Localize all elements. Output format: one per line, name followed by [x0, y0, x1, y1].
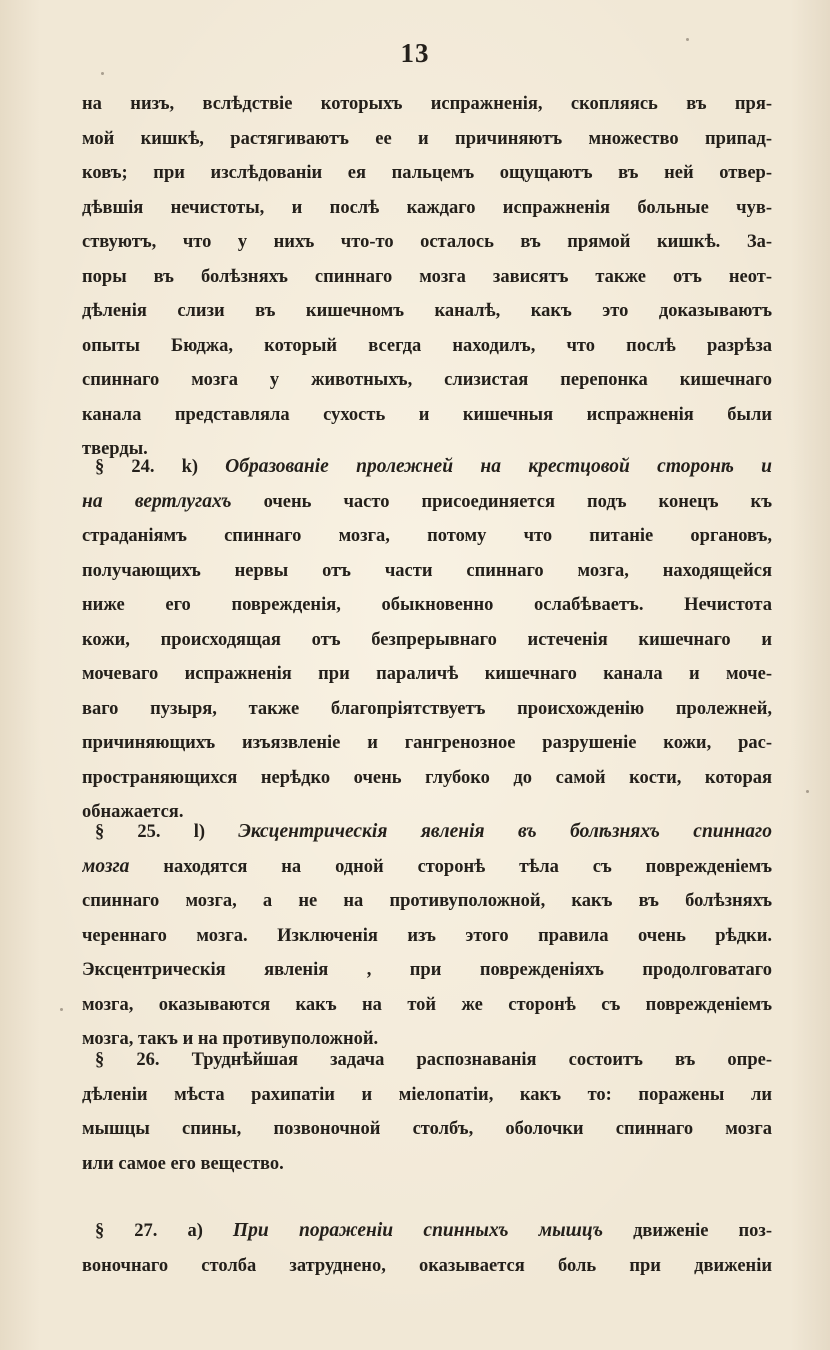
section-heading-line: [82, 1214, 772, 1249]
text-line: или самое его вещество.: [82, 1153, 284, 1174]
italic-term: Образованіе пролежней на крестцовой сторонѣ и: [225, 456, 772, 477]
text-line: ствуютъ, что у нихъ что-то осталось въ прямой кишкѣ. За-: [82, 232, 772, 252]
text-line: тверды.: [82, 439, 148, 459]
text-span: находятся на одной сторонѣ тѣла съ поврежденіемъ: [163, 856, 772, 877]
text-line: ниже его поврежденія, обыкновенно ослабѣваетъ. Нечистота: [82, 595, 772, 615]
text-line: обнажается.: [82, 802, 184, 822]
section-heading-line: § 26. Труднѣйшая задача распознаванія состоитъ въ опре-: [95, 1050, 772, 1070]
section-27: [82, 1214, 772, 1283]
paper-speck: [101, 72, 104, 75]
italic-term: на вертлугахъ: [82, 490, 232, 512]
text-line: воночнаго столба затруднено, оказывается боль при движеніи: [82, 1255, 772, 1276]
section-number: § 27. a): [95, 1221, 203, 1241]
text-line: мозга, такъ и на противуположной.: [82, 1029, 379, 1049]
text-line: ковъ; при изслѣдованіи ея пальцемъ ощущаютъ въ ней отвер-: [82, 163, 772, 183]
text-span: движеніе поз-: [633, 1221, 772, 1241]
text-line: [82, 485, 772, 520]
text-line: мышцы спины, позвоночной столбъ, оболочки спиннаго мозга: [82, 1119, 772, 1139]
text-line: канала представляла сухость и кишечныя испражненія были: [82, 404, 772, 425]
paper-speck: [686, 38, 689, 41]
text-line: опыты Бюджа, который всегда находилъ, что послѣ разрѣза: [82, 335, 772, 356]
text-line: Эксцентрическія явленія , при поврежденіяхъ продолговатаго: [82, 960, 772, 980]
text-line: мозга, оказываются какъ на той же сторонѣ съ поврежденіемъ: [82, 994, 772, 1015]
text-line: получающихъ нервы отъ части спиннаго мозга, находящейся: [82, 560, 772, 581]
text-line: спиннаго мозга у животныхъ, слизистая перепонка кишечнаго: [82, 370, 772, 390]
section-number: § 24. k): [95, 457, 199, 477]
text-line: череннаго мозга. Изключенія изъ этого правила очень рѣдки.: [82, 925, 772, 946]
italic-term: мозга: [82, 855, 130, 877]
text-line: мой кишкѣ, растягиваютъ ее и причиняютъ множество припад-: [82, 128, 772, 149]
page-number: 13: [400, 38, 430, 68]
section-24: [82, 450, 772, 830]
text-line: страданіямъ спиннаго мозга, потому что питаніе органовъ,: [82, 526, 772, 546]
text-line: спиннаго мозга, а не на противуположной, какъ въ болѣзняхъ: [82, 891, 772, 911]
section-heading-line: [82, 815, 772, 850]
text-span: очень часто присоединяется подъ конецъ къ: [263, 491, 772, 512]
italic-term: Эксцентрическія явленія въ болѣзняхъ спиннаго: [238, 821, 772, 842]
text-line: мочеваго испражненія при параличѣ кишечнаго канала и моче-: [82, 664, 772, 684]
paragraph-1: [82, 87, 772, 467]
text-line: [82, 850, 772, 885]
section-25: [82, 815, 772, 1057]
paper-speck: [806, 790, 809, 793]
text-line: дѣленія слизи въ кишечномъ каналѣ, какъ это доказываютъ: [82, 301, 772, 321]
paper-speck: [60, 1008, 63, 1011]
italic-term: При пораженіи спинныхъ мышцъ: [232, 1220, 604, 1241]
text-line: дѣленіи мѣста рахипатіи и міелопатіи, какъ то: поражены ли: [82, 1084, 772, 1105]
text-line: пространяющихся нерѣдко очень глубоко до самой кости, которая: [82, 767, 772, 788]
text-line: кожи, происходящая отъ безпрерывнаго истеченія кишечнаго и: [82, 629, 772, 650]
text-line: дѣвшія нечистоты, и послѣ каждаго испражненія больные чув-: [82, 197, 772, 218]
text-line: на низъ, вслѣдствіе которыхъ испражненія, скопляясь въ пря-: [82, 94, 772, 114]
text-line: причиняющихъ изъязвленіе и гангренозное разрушеніе кожи, рас-: [82, 733, 772, 753]
text-line: поры въ болѣзняхъ спиннаго мозга зависятъ также отъ неот-: [82, 266, 772, 287]
section-number: § 25. l): [95, 822, 206, 842]
section-heading-line: [82, 450, 772, 485]
section-26: [82, 1043, 772, 1181]
text-line: ваго пузыря, также благопріятствуетъ происхожденію пролежней,: [82, 698, 772, 719]
